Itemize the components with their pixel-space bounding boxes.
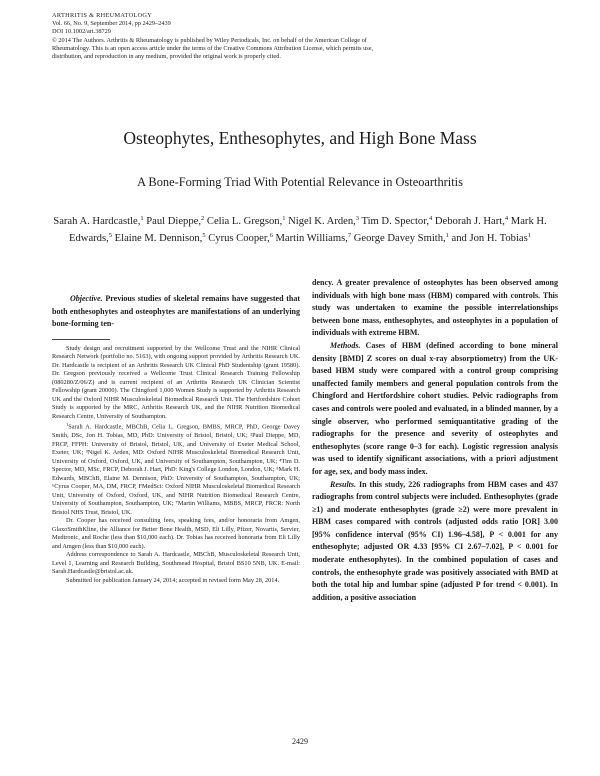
objective-label: Objective. [70,294,103,303]
author-name: Deborah J. Hart, [432,216,505,227]
abstract-objective [52,293,300,331]
journal-header [52,12,382,61]
author-list [40,212,560,246]
results-label: Results. [330,479,357,489]
author-affiliation-number: 6 [269,232,273,240]
author-name: Elaine M. Dennison, [112,233,203,245]
author-affiliation-number: 4 [428,215,433,222]
footnote-affiliations [52,421,300,517]
methods-text: Cases of HBM (defined according to bone mineral density [BMD] Z scores on dual x-ray absorptiometry) from the UK-based HBM study were compared with a control group comprising unaffected family members and general population controls from the Chingford and Hertfordshire cohort studies. Pelvic radiographs from cases and controls were pooled and evaluated, in a blinded manner, by a single observer, who performed semiquantitative grading of the radiographs for the presence and severity of osteophytes and enthesophytes (score range 0–3 for each). Logistic regression analysis was used to identify significant associations, with a priori adjustment for age, sex, and body mass index. [312,340,558,476]
author-name: and Jon H. Tobias [448,233,528,245]
author-affiliation-number: 1 [282,215,286,222]
methods-label: Methods. [330,340,361,350]
author-affiliation-number: 2 [201,215,205,222]
volume-info: Vol. 66, No. 9, September 2014, pp 2429–2439 [52,20,171,28]
left-column [52,293,300,585]
journal-name: ARTHRITIS & RHEUMATOLOGY [52,12,153,19]
abstract-results [312,479,558,605]
author-name: Mark H. Edwards, [69,216,547,245]
abstract-methods [312,340,558,479]
article-subtitle: A Bone-Forming Triad With Potential Relevance in Osteoarthritis [137,175,463,189]
results-text: In this study, 226 radiographs from HBM cases and 437 radiographs from control subjects were included. Enthesophytes (grade ≥1) and moderate enthesophytes (grade ≥2) were more prevalent in HBM cases compared with controls (adjusted odds ratio [OR] 3.00 [95% confidence interval (95% CI) 1.96–4.58], P < 0.001 for any enthesophyte; adjusted OR 4.33 [95% CI 2.67–7.02], P < 0.001 for moderate enthesophytes). In the combined population of cases and controls, the enthesophyte grade was positively associated with BMD at both the total hip and lumbar spine (adjusted P for trend < 0.001). In addition, a positive association [312,479,558,602]
author-affiliation-number: 7 [347,232,352,240]
author-affiliation-number: 1 [445,232,449,240]
author-affiliation-number: 4 [504,215,509,222]
author-name: Nigel K. Arden, [285,216,356,227]
affiliation-marker: 1 [66,422,69,428]
author-name: Tim D. Spector, [359,216,429,227]
author-affiliation-number: 3 [355,215,360,222]
footnote-correspondence: Address correspondence to Sarah A. Hardcastle, MBChB, Musculoskeletal Research Unit, Level 1, Learning and Research Building, Southmead Hospital, Bristol BS10 5NB, UK. E-mail: Sarah.Hardcastle@bristol.ac.uk. [52,551,300,576]
author-name: Paul Dieppe, [143,216,201,227]
affiliations-text: Sarah A. Hardcastle, MBChB, Celia L. Gregson, BMBS, MRCP, PhD, George Davey Smith, DSc, Jon H. Tobias, MD, PhD: University of Bristol, Bristol, UK; ²Paul Dieppe, MD, FRCP, FFPH: University of Bristol, Bristol, UK, and University of Exeter Medical School, Exeter, UK; ³Nigel K. Arden, MD: Oxford NIHR Musculoskeletal Biomedical Research Unit, University of Oxford, Oxford, UK, and University of Southampton, Southampton, UK; ⁴Tim D. Spector, MD, MSc, FRCP, Deborah J. Hart, PhD: King's College London, London, UK; ⁵Mark H. Edwards, MBChB, Elaine M. Dennison, PhD: University of Southampton, Southampton, UK; ⁶Cyrus Cooper, MA, DM, FRCP, FMedSci: Oxford NIHR Musculoskeletal Biomedical Research Unit, University of Oxford, Oxford, UK, and NIHR Nutrition Biomedical Research Centre, University of Southampton, Southampton, UK; ⁷Martin Williams, MBBS, MRCP, FRCR: North Bristol NHS Trust, Bristol, UK. [52,423,300,516]
doi: DOI 10.1002/art.38729 [52,28,111,36]
article-title: Osteophytes, Enthesophytes, and High Bone Mass [123,128,477,148]
footnote-disclosures: Dr. Cooper has received consulting fees, speaking fees, and/or honoraria from Amgen, GlaxoSmithKline, the Alliance for Better Bone Health, MSD, Eli Lilly, Pfizer, Novartis, Servier, Medtronic, and Roche (less than $10,000 each). Dr. Tobias has received honoraria from Eli Lilly and Amgen (less than $10,000 each). [52,517,300,550]
author-name: Celia L. Gregson, [204,216,283,227]
author-affiliation-number: 1 [140,215,144,222]
author-name: Sarah A. Hardcastle, [53,216,141,227]
abstract-objective-continued: dency. A greater prevalence of osteophytes has been observed among individuals with high bone mass (HBM) compared with controls. This study was undertaken to examine the possible interrelationships between bone mass, enthesophytes, and osteophytes in a population of individuals with extreme HBM. [312,278,558,338]
author-name: Martin Williams, [272,233,348,245]
objective-text: Previous studies of skeletal remains have suggested that both enthesophytes and osteophytes are manifestations of an underlying bone-forming ten- [52,294,300,329]
author-affiliation-number: 5 [108,232,112,240]
author-name: George Davey Smith, [351,233,446,245]
page-number: 2429 [292,737,308,746]
author-name: Cyrus Cooper, [205,233,270,245]
license-notice: © 2014 The Authors. Arthritis & Rheumatology is published by Wiley Periodicals, Inc. on behalf of the American College of Rheumatology. This is an open access article under the terms of the Creative Commons Attribution License, which permits use, distribution, and reproduction in any medium, provided the original work is properly cited. [52,36,374,61]
footnote-submitted: Submitted for publication January 24, 2014; accepted in revised form May 28, 2014. [66,576,280,584]
right-column [312,277,558,604]
footnote-divider [52,339,110,340]
footnote-support: Study design and recruitment supported by the Wellcome Trust and the NIHR Clinical Research Network (portfolio no. 5163), with ongoing support provided by Arthritis Research UK. Dr. Hardcastle is recipient of an Arthritis Research UK Clinical PhD Studentship (grant 19580). Dr. Gregson previously received a Wellcome Trust Clinical Research Training Fellowship (080280/Z/06/Z) and is current recipient of an Arthritis Research UK Clinician Scientist Fellowship (grant 20000). The Chingford 1,000 Women Study is supported by Arthritis Research UK and the Oxford NIHR Musculoskeletal Biomedical Research Unit. The Hertfordshire Cohort Study is supported by the MRC, Arthritis Research UK, and the NIHR Nutrition Biomedical Research Centre, University of Southampton. [52,344,300,420]
author-affiliation-number: 1 [527,232,531,240]
author-affiliation-number: 5 [202,232,206,240]
